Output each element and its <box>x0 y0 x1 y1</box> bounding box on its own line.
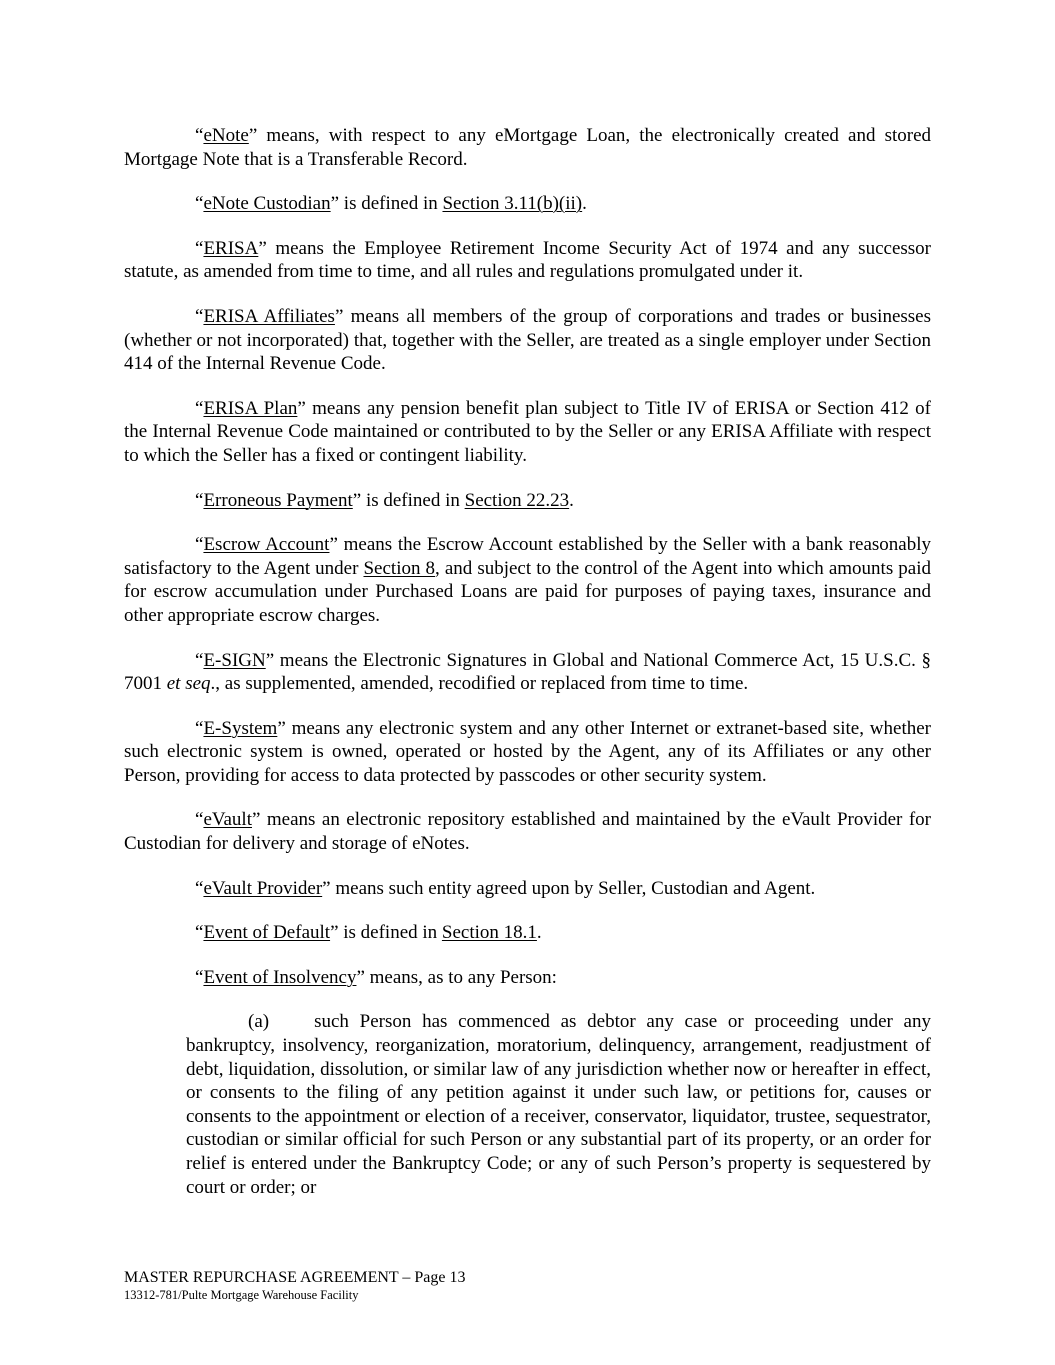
italic-latin: et seq <box>166 673 211 695</box>
definition-event-of-insolvency: “Event of Insolvency” means, as to any Person: <box>195 966 557 988</box>
definition-end: . <box>582 193 587 215</box>
defined-term: ERISA Plan <box>203 397 298 419</box>
definition-text: ” means any electronic system and any other Internet or extranet-based site, whether such electronic system is owned, operated or hosted by the Agent, any of its Affiliates or any other Person, providing for access to data protected by passcodes or other security system. <box>124 717 931 786</box>
definition-end: . <box>569 489 574 511</box>
definition-text: ” is defined in <box>330 922 442 944</box>
defined-term: eNote Custodian <box>203 193 331 215</box>
definition-erroneous-payment: “Erroneous Payment” is defined in Section 22.23. <box>195 489 574 511</box>
definition-text: ” means the Employee Retirement Income Security Act of 1974 and any successor statute, as amended from time to time, and all rules and regulations promulgated under it. <box>124 237 931 283</box>
defined-term: Erroneous Payment <box>203 489 353 511</box>
defined-term: ERISA Affiliates <box>203 305 335 327</box>
footer-title: MASTER REPURCHASE AGREEMENT – Page 13 <box>124 1269 466 1286</box>
definition-erisa-plan: “ERISA Plan” means any pension benefit plan subject to Title IV of ERISA or Section 412 of the Internal Revenue Code maintained or contributed to by the Seller or any ERISA Affiliate with respect to which the Seller has a fixed or contingent liability. <box>124 397 931 466</box>
definition-text: , and subject to the control of the Agent into which amounts paid for escrow accumulation under Purchased Loans are paid for purposes of paying taxes, insurance and other appropriate escrow charges. <box>124 557 931 626</box>
definition-text: ” means all members of the group of corporations and trades or businesses (whether or not incorporated) that, together with the Seller, are treated as a single employer under Section 414 of the Internal Revenue Code. <box>124 305 931 375</box>
defined-term: eNote <box>203 125 249 146</box>
definition-enote: “eNote” means, with respect to any eMortgage Loan, the electronically created and stored Mortgage Note that is a Transferable Record. <box>124 125 931 170</box>
definition-e-sign: “E-SIGN” means the Electronic Signatures in Global and National Commerce Act, 15 U.S.C. § 7001 et seq., as supplemented, amended, recodified or replaced from time to time. <box>124 649 931 695</box>
definition-text: ., as supplemented, amended, recodified or replaced from time to time. <box>210 673 749 695</box>
definition-text: ” is defined in <box>352 489 465 511</box>
defined-term: Event of Default <box>203 922 331 944</box>
defined-term: E-SIGN <box>203 649 266 671</box>
defined-term: ERISA <box>203 237 259 259</box>
definition-text: ” is defined in <box>330 193 443 215</box>
subclause-a <box>124 1010 931 1199</box>
defined-term: Event of Insolvency <box>203 966 357 988</box>
definition-end: . <box>536 922 542 944</box>
document-page <box>124 124 931 1199</box>
definition-text: ” means an electronic repository established and maintained by the eVault Provider for Custodian for delivery and storage of eNotes. <box>124 809 931 855</box>
section-reference: Section 8 <box>363 557 436 579</box>
defined-term: eVault Provider <box>203 877 323 899</box>
definition-text: ” means the Electronic Signatures in Global and National Commerce Act, 15 U.S.C. § 7001 <box>124 649 931 695</box>
section-reference: Section 3.11(b)(ii) <box>442 193 583 215</box>
definition-erisa-affiliates: “ERISA Affiliates” means all members of the group of corporations and trades or businesses (whether or not incorporated) that, together with the Seller, are treated as a single employer under Section 414 of the Internal Revenue Code. <box>124 305 931 375</box>
definition-erisa: “ERISA” means the Employee Retirement Income Security Act of 1974 and any successor statute, as amended from time to time, and all rules and regulations promulgated under it. <box>124 237 931 283</box>
definition-event-of-default: “Event of Default” is defined in Section 18.1. <box>195 922 542 944</box>
definition-text: ” means, as to any Person: <box>356 966 557 988</box>
defined-term: E-System <box>203 717 278 739</box>
footer-doc-id: 13312-781/Pulte Mortgage Warehouse Facility <box>124 1288 359 1302</box>
definition-evault: “eVault” means an electronic repository established and maintained by the eVault Provider for Custodian for delivery and storage of eNotes. <box>124 809 931 855</box>
definition-text: ” means such entity agreed upon by Seller, Custodian and Agent. <box>322 877 816 899</box>
section-reference: Section 22.23 <box>464 489 570 511</box>
definition-text: ” means any pension benefit plan subject to Title IV of ERISA or Section 412 of the Internal Revenue Code maintained or contributed to by the Seller or any ERISA Affiliate with respect to which the Seller has a fixed or contingent liability. <box>124 397 931 466</box>
page-footer <box>124 1268 824 1303</box>
section-reference: Section 18.1 <box>441 922 537 944</box>
definition-enote-custodian: “eNote Custodian” is defined in Section 3.11(b)(ii). <box>195 193 587 215</box>
definition-text: ” means, with respect to any eMortgage Loan, the electronically created and stored Mortgage Note that is a Transferable Record. <box>124 125 931 170</box>
defined-term: Escrow Account <box>203 534 330 556</box>
defined-term: eVault <box>203 809 252 831</box>
definition-e-system: “E-System” means any electronic system and any other Internet or extranet-based site, whether such electronic system is owned, operated or hosted by the Agent, any of its Affiliates or any other Person, providing for access to data protected by passcodes or other security system. <box>124 717 931 786</box>
definition-evault-provider: “eVault Provider” means such entity agreed upon by Seller, Custodian and Agent. <box>195 877 816 899</box>
subclause-label: (a) <box>248 1011 270 1033</box>
subclause-text: such Person has commenced as debtor any case or proceeding under any bankruptcy, insolvency, reorganization, moratorium, delinquency, arrangement, readjustment of debt, liquidation, dissolution, or similar law of any jurisdiction whether now or hereafter in effect, or consents to the filing of any petition against it under such law, or petitions for, causes or consents to the appointment or election of a receiver, conservator, liquidator, trustee, sequestrator, custodian or similar official for such Person or any substantial part of its property, or an order for relief is entered under the Bankruptcy Code; or any of such Person’s property is sequestered by court or order; or <box>186 1011 931 1198</box>
definition-text: ” means the Escrow Account established by the Seller with a bank reasonably satisfactory to the Agent under <box>124 534 931 579</box>
definition-escrow-account: “Escrow Account” means the Escrow Account established by the Seller with a bank reasonably satisfactory to the Agent under Section 8, and subject to the control of the Agent into which amounts paid for escrow accumulation under Purchased Loans are paid for purposes of paying taxes, insurance and other appropriate escrow charges. <box>124 534 931 626</box>
